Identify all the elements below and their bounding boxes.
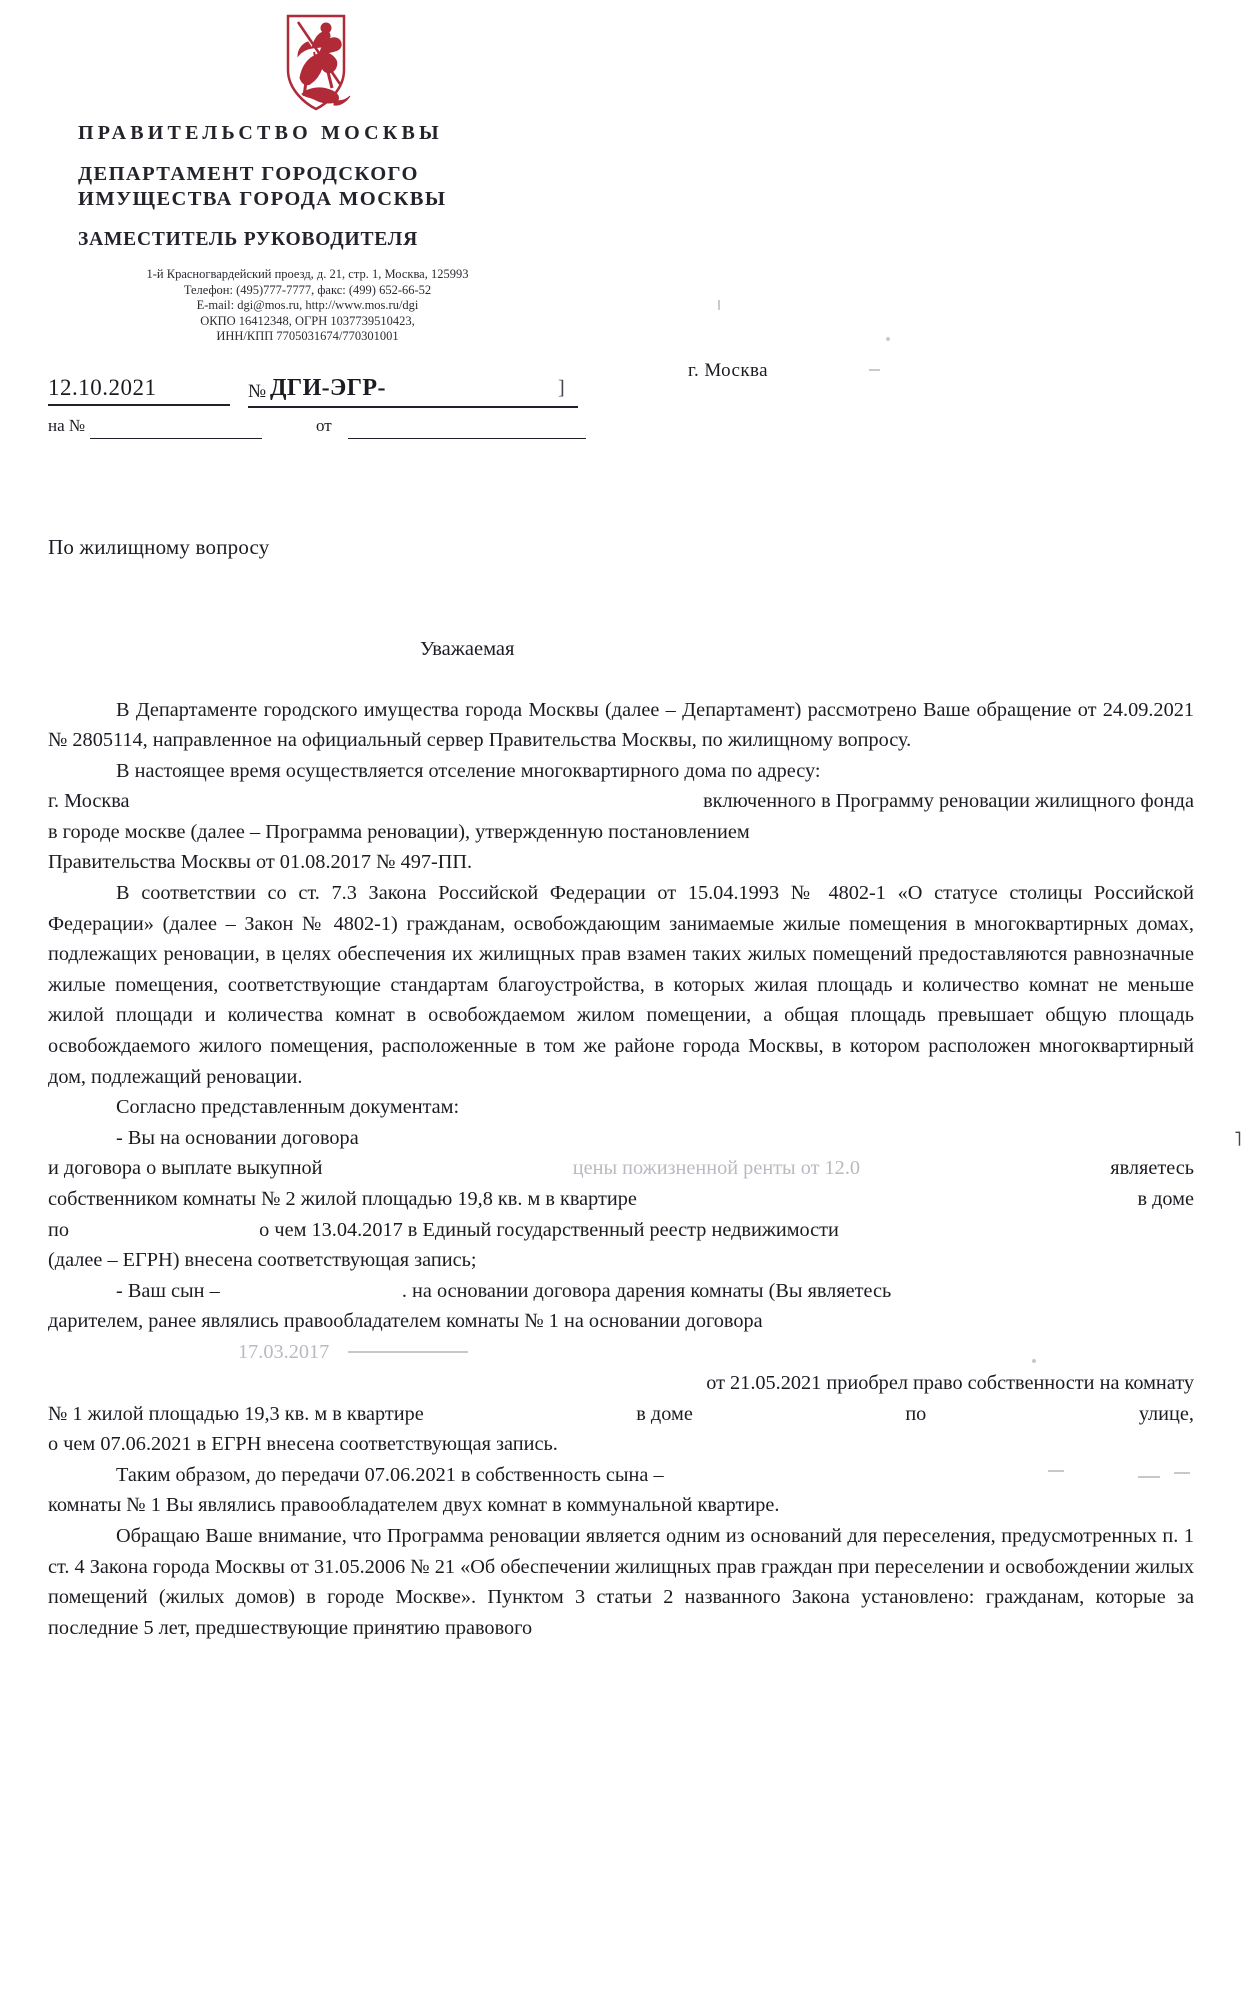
paragraph-5-part-a: - Вы на основании договора [116, 1126, 359, 1149]
redaction-block [420, 373, 568, 403]
department-title-line1: ДЕПАРТАМЕНТ ГОРОДСКОГО [78, 163, 419, 185]
paragraph-2-part-e: Правительства Москвы от 01.08.2017 № 497-ПП. [48, 851, 473, 874]
document-number: ДГИ-ЭГР- [270, 374, 386, 401]
paragraph-6 [48, 1276, 1194, 1460]
scan-artifact [1138, 1476, 1160, 1478]
paragraph-2-part-d: в городе москве (далее – Программа реновации), утвержденную постановлением [48, 820, 750, 843]
scan-artifact [1174, 1472, 1190, 1474]
number-bracket: ] [558, 376, 565, 399]
paragraph-7-part-b: комнаты № 1 Вы являлись правообладателем двух комнат в коммунальной квартире. [48, 1494, 780, 1517]
contact-inn-kpp: ИНН/КПП 7705031674/770301001 [216, 329, 399, 343]
paragraph-5-part-d: являетесь [1110, 1157, 1194, 1180]
reply-to-rule [90, 438, 262, 440]
paragraph-4: Согласно представленным документам: [116, 1096, 460, 1119]
paragraph-2-part-c: включенного в Программу реновации жилищного фонда [703, 790, 1194, 813]
paragraph-7-part-a: Таким образом, до передачи 07.06.2021 в собственность сына – [116, 1463, 664, 1486]
scan-artifact [886, 337, 890, 341]
paragraph-6-part-f: в доме [636, 1402, 693, 1425]
paragraph-6-part-d: от 21.05.2021 приобрел право собственности на комнату [706, 1371, 1194, 1394]
letterhead [0, 0, 1242, 381]
number-sign: № [248, 380, 267, 402]
contact-phone: Телефон: (495)777-7777, факс: (499) 652-66-52 [183, 282, 432, 297]
paragraph-5-part-i: (далее – ЕГРН) внесена соответствующая запись; [48, 1249, 477, 1272]
department-title-line2: ИМУЩЕСТВА ГОРОДА МОСКВЫ [78, 188, 447, 210]
contact-address: 1-й Красногвардейский проезд, д. 21, стр. 1, Москва, 125993 [146, 267, 469, 281]
paragraph-6-part-i: о чем 07.06.2021 в ЕГРН внесена соответствующая запись. [48, 1433, 558, 1456]
coat-of-arms-icon [268, 8, 364, 116]
paragraph-6-part-e: № 1 жилой площадью 19,3 кв. м в квартире [48, 1402, 424, 1425]
paragraph-2 [48, 756, 1194, 878]
paragraph-5 [48, 1123, 1242, 1276]
date-rule [48, 404, 230, 406]
scan-artifact [1048, 1470, 1064, 1472]
scan-artifact [1032, 1359, 1036, 1363]
scan-artifact [869, 369, 880, 371]
contact-email: E-mail: dgi@mos.ru, http://www.mos.ru/dgi [196, 298, 419, 312]
scan-artifact [718, 300, 720, 310]
paragraph-8: Обращаю Ваше внимание, что Программа реновации является одним из оснований для переселения, предусмотренных п. 1 ст. 4 Закона города Москвы от 31.05.2006 № 21 «Об обеспечении жилищных прав граждан при переселении и освобождении жилых помещений (жилых домов) в городе Москве». Пунктом 3 статьи 2 названного Закона установлено: гражданам, которые за последние 5 лет, предшествующие принятию правового [48, 1524, 1194, 1639]
paragraph-2-part-b: г. Москва [48, 790, 130, 813]
city-label: г. Москва [688, 360, 768, 381]
paragraph-6-part-b: . на основании договора дарения комнаты (Вы являетесь [401, 1279, 892, 1302]
paragraph-3: В соответствии со ст. 7.3 Закона Российской Федерации от 15.04.1993 № 4802-1 «О статусе столицы Российской Федерации» (далее – Закон № 4802-1) гражданам, освобождающим занимаемые жилые помещения в многоквартирных домах, подлежащих реновации, в целях обеспечения их жилищных прав взамен таких жилых помещений предоставляются равнозначные жилые помещения, соответствующие стандартам благоустройства, в которых жилая площадь и количество комнат не меньше жилой площади и количества комнат в освобождаемом жилом помещении, а общая площадь превышает общую площадь освобождаемого жилого помещения, расположенные в том же районе города Москвы, в котором расположен многоквартирный дом, подлежащий реновации. [48, 882, 1194, 1088]
paragraph-6-part-c: дарителем, ранее являлись правообладателем комнаты № 1 на основании договора [48, 1310, 763, 1333]
paragraph-2-part-a: В настоящее время осуществляется отселение многоквартирного дома по адресу: [116, 759, 821, 782]
paragraph-6-part-a: - Ваш сын – [116, 1279, 220, 1302]
reply-to-label: на № [48, 415, 86, 435]
paragraph-5-part-h: о чем 13.04.2017 в Единый государственный реестр недвижимости [259, 1218, 839, 1241]
date-number-row [48, 375, 1242, 445]
paragraph-5-part-f: в доме [1137, 1188, 1194, 1210]
number-rule [248, 406, 578, 408]
salutation: Уважаемая [420, 637, 515, 660]
paragraph-6-part-h: улице, [1138, 1402, 1194, 1425]
contacts-block [55, 267, 560, 345]
paragraph-7 [48, 1460, 1194, 1521]
document-date: 12.10.2021 [48, 374, 157, 400]
paragraph-6-part-g: по [905, 1402, 927, 1425]
government-title: ПРАВИТЕЛЬСТВО МОСКВЫ [78, 122, 443, 144]
paragraph-5-part-b: и договора о выплате выкупной [48, 1157, 323, 1180]
from-rule [348, 438, 586, 440]
position-title: ЗАМЕСТИТЕЛЬ РУКОВОДИТЕЛЯ [78, 229, 419, 250]
paragraph-5-part-e: собственником комнаты № 2 жилой площадью 19,8 кв. м в квартире [48, 1188, 637, 1210]
contact-okpo-ogrn: ОКПО 16412348, ОГРН 1037739510423, [200, 313, 415, 328]
scan-bracket: ˥ [1234, 1128, 1242, 1151]
scan-artifact [348, 1351, 468, 1353]
organization-block [78, 122, 1242, 251]
paragraph-5-part-g: по [48, 1218, 69, 1241]
from-label: от [316, 415, 332, 435]
letter-body [48, 695, 1242, 1644]
paragraph-6-ghost-date: 17.03.2017 [238, 1340, 330, 1363]
subject-line: По жилищному вопросу [48, 534, 270, 559]
paragraph-5-part-c: цены пожизненной ренты от 12.0 [572, 1157, 861, 1180]
paragraph-1: В Департаменте городского имущества города Москвы (далее – Департамент) рассмотрено Ваше обращение от 24.09.2021 № 2805114, направленное на официальный сервер Правительства Москвы, по жилищному вопросу. [48, 698, 1194, 752]
